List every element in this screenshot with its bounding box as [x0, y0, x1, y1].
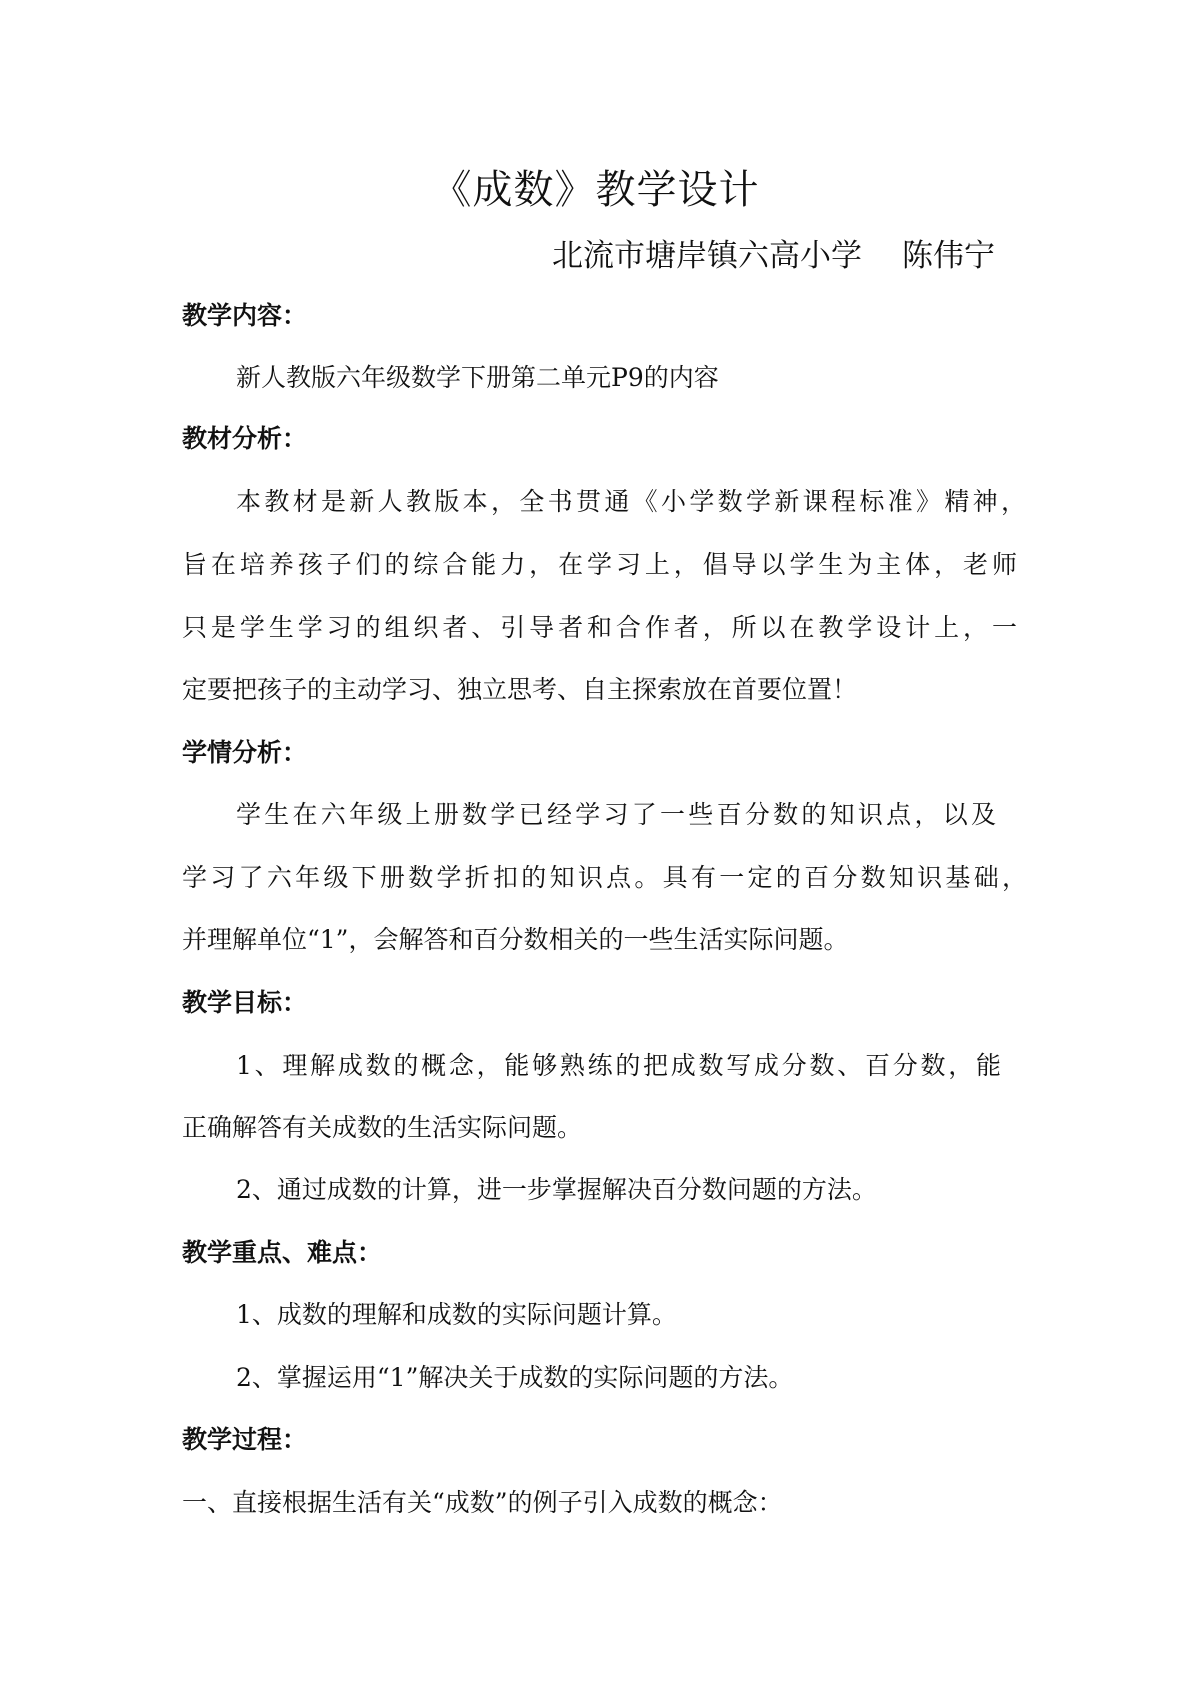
section-heading-goal: 教学目标： [182, 988, 308, 1017]
paragraph-line: 1、成数的理解和成数的实际问题计算。 [236, 1300, 677, 1329]
paragraph-line: 学生在六年级上册数学已经学习了一些百分数的知识点，以及 [236, 800, 996, 829]
paragraph-line: 定要把孩子的主动学习、独立思考、自主探索放在首要位置！ [182, 675, 858, 704]
paragraph-line: 新人教版六年级数学下册第二单元P9的内容 [236, 363, 719, 392]
document-title: 《成数》教学设计 [431, 167, 760, 213]
author-school: 北流市塘岸镇六高小学 [552, 238, 862, 274]
author-line [552, 234, 995, 278]
section-heading-student: 学情分析： [182, 738, 308, 767]
paragraph-line: 学习了六年级下册数学折扣的知识点。具有一定的百分数知识基础， [182, 863, 1027, 892]
paragraph-line: 2、通过成数的计算，进一步掌握解决百分数问题的方法。 [236, 1175, 877, 1204]
section-heading-process: 教学过程： [182, 1425, 308, 1454]
paragraph-line: 只是学生学习的组织者、引导者和合作者，所以在教学设计上，一 [182, 613, 1017, 642]
section-heading-material: 教材分析： [182, 424, 308, 453]
paragraph-line: 1、理解成数的概念，能够熟练的把成数写成分数、百分数，能 [236, 1051, 1001, 1080]
paragraph-line: 旨在培养孩子们的综合能力，在学习上，倡导以学生为主体，老师 [182, 550, 1017, 579]
paragraph-line: 本教材是新人教版本，全书贯通《小学数学新课程标准》精神， [236, 487, 1026, 516]
section-heading-key-points: 教学重点、难点： [182, 1238, 383, 1267]
paragraph-line: 2、掌握运用“1”解决关于成数的实际问题的方法。 [236, 1363, 794, 1392]
author-name: 陈伟宁 [902, 238, 995, 274]
paragraph-line: 正确解答有关成数的生活实际问题。 [182, 1113, 583, 1142]
section-heading-content: 教学内容： [182, 301, 308, 330]
paragraph-line: 并理解单位“1”，会解答和百分数相关的一些生活实际问题。 [182, 925, 849, 954]
paragraph-line: 一、直接根据生活有关“成数”的例子引入成数的概念： [182, 1488, 783, 1517]
